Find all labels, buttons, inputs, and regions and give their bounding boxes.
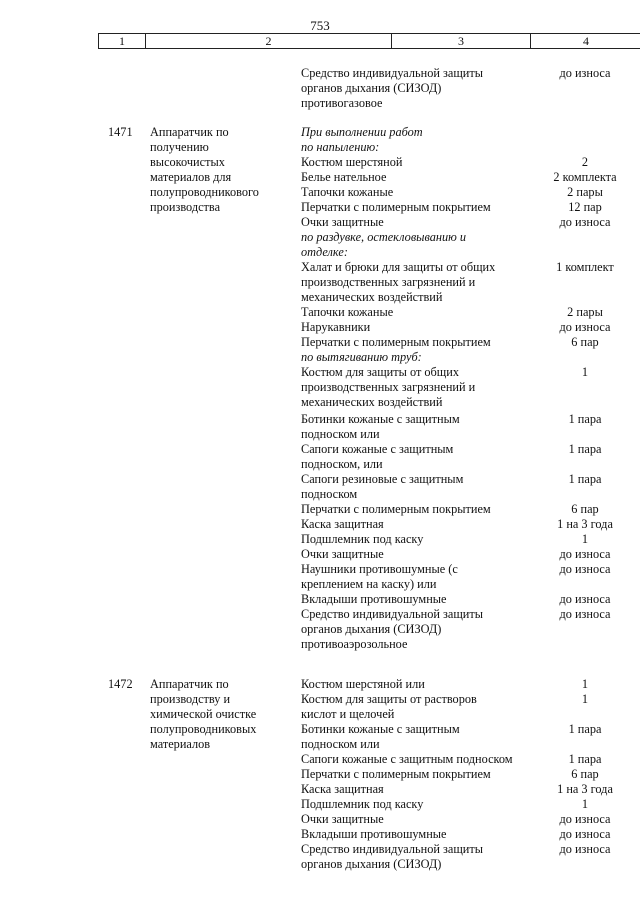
profession-line: высокочистых [150, 155, 225, 169]
condition-heading: по раздувке, остекловыванию и [301, 230, 467, 244]
quantity: до износа [559, 592, 611, 606]
item-line: подноском [301, 487, 358, 501]
quantity: 1 пара [568, 752, 602, 766]
profession-line: получению [150, 140, 209, 154]
item-line: Вкладыши противошумные [301, 592, 447, 606]
profession-line: полупроводниковых [150, 722, 257, 736]
quantity: 2 пары [567, 185, 603, 199]
item-line: Перчатки с полимерным покрытием [301, 502, 491, 516]
item-line: Наушники противошумные (с [301, 562, 458, 576]
item-line: органов дыхания (СИЗОД) [301, 622, 442, 636]
quantity: до износа [559, 842, 611, 856]
quantity: до износа [559, 66, 611, 80]
item-line: Костюм для защиты от растворов [301, 692, 477, 706]
item-line: Перчатки с полимерным покрытием [301, 335, 491, 349]
profession-line: Аппаратчик по [150, 677, 229, 691]
quantity: 1 [581, 365, 589, 379]
quantity: 1 на 3 года [557, 517, 613, 531]
condition-heading: по вытягиванию труб: [301, 350, 422, 364]
item-line: противогазовое [301, 96, 383, 110]
item-line: механических воздействий [301, 290, 443, 304]
item-line: Перчатки с полимерным покрытием [301, 200, 491, 214]
header-col-4: 4 [583, 34, 589, 48]
item-line: Нарукавники [301, 320, 371, 334]
item-line: Очки защитные [301, 215, 384, 229]
quantity: 1 пара [568, 442, 602, 456]
quantity: 1 пара [568, 722, 602, 736]
item-line: Средство индивидуальной защиты [301, 842, 484, 856]
quantity: 2 [581, 155, 589, 169]
item-line: Подшлемник под каску [301, 532, 424, 546]
quantity: 1 на 3 года [557, 782, 613, 796]
header-col-1: 1 [119, 34, 125, 48]
quantity: до износа [559, 320, 611, 334]
quantity: до износа [559, 215, 611, 229]
item-line: подноском или [301, 737, 380, 751]
item-line: Перчатки с полимерным покрытием [301, 767, 491, 781]
quantity: 6 пар [571, 767, 599, 781]
quantity: 1 пара [568, 412, 602, 426]
item-line: Костюм шерстяной [301, 155, 403, 169]
entry-number: 1472 [108, 677, 133, 691]
quantity: 1 пара [568, 472, 602, 486]
item-line: подноском или [301, 427, 380, 441]
quantity: 6 пар [571, 502, 599, 516]
quantity: 1 [581, 677, 589, 691]
item-line: Халат и брюки для защиты от общих [301, 260, 496, 274]
item-line: Каска защитная [301, 782, 384, 796]
table-header [98, 33, 640, 49]
entry-number: 1471 [108, 125, 133, 139]
item-line: Средство индивидуальной защиты [301, 607, 484, 621]
item-line: Средство индивидуальной защиты [301, 66, 484, 80]
item-line: Белье нательное [301, 170, 387, 184]
profession-line: материалов для [150, 170, 232, 184]
item-line: Сапоги кожаные с защитным подноском [301, 752, 513, 766]
item-line: подноском, или [301, 457, 383, 471]
item-line: механических воздействий [301, 395, 443, 409]
item-line: Очки защитные [301, 812, 384, 826]
item-line: кислот и щелочей [301, 707, 395, 721]
item-line: Тапочки кожаные [301, 185, 394, 199]
item-line: противоаэрозольное [301, 637, 408, 651]
quantity: 1 [581, 692, 589, 706]
item-line: Костюм для защиты от общих [301, 365, 459, 379]
item-line: Ботинки кожаные с защитным [301, 412, 460, 426]
item-line: Каска защитная [301, 517, 384, 531]
item-line: креплением на каску) или [301, 577, 437, 591]
item-line: производственных загрязнений и [301, 380, 476, 394]
profession-line: полупроводникового [150, 185, 259, 199]
item-line: Тапочки кожаные [301, 305, 394, 319]
profession-line: материалов [150, 737, 211, 751]
quantity: до износа [559, 827, 611, 841]
item-line: Сапоги резиновые с защитным [301, 472, 464, 486]
quantity: 1 [581, 797, 589, 811]
item-line: органов дыхания (СИЗОД) [301, 857, 442, 871]
item-line: органов дыхания (СИЗОД) [301, 81, 442, 95]
quantity: 2 комплекта [553, 170, 617, 184]
quantity: 1 [581, 532, 589, 546]
quantity: 12 пар [568, 200, 602, 214]
quantity: до износа [559, 547, 611, 561]
item-line: Вкладыши противошумные [301, 827, 447, 841]
header-col-2: 2 [265, 34, 272, 48]
header-col-3: 3 [458, 34, 464, 48]
quantity: до износа [559, 812, 611, 826]
quantity: 2 пары [567, 305, 603, 319]
condition-heading: отделке: [301, 245, 348, 259]
profession-line: производству и [150, 692, 231, 706]
quantity: 1 комплект [556, 260, 614, 274]
item-line: производственных загрязнений и [301, 275, 476, 289]
quantity: 6 пар [571, 335, 599, 349]
quantity: до износа [559, 607, 611, 621]
condition-heading: по напылению: [301, 140, 380, 154]
profession-line: химической очистке [150, 707, 257, 721]
item-line: Костюм шерстяной или [301, 677, 425, 691]
item-line: Сапоги кожаные с защитным [301, 442, 454, 456]
profession-line: Аппаратчик по [150, 125, 229, 139]
condition-heading: При выполнении работ [301, 125, 423, 139]
quantity: до износа [559, 562, 611, 576]
item-line: Очки защитные [301, 547, 384, 561]
profession-line: производства [150, 200, 221, 214]
item-line: Ботинки кожаные с защитным [301, 722, 460, 736]
page-number: 753 [310, 18, 330, 33]
item-line: Подшлемник под каску [301, 797, 424, 811]
